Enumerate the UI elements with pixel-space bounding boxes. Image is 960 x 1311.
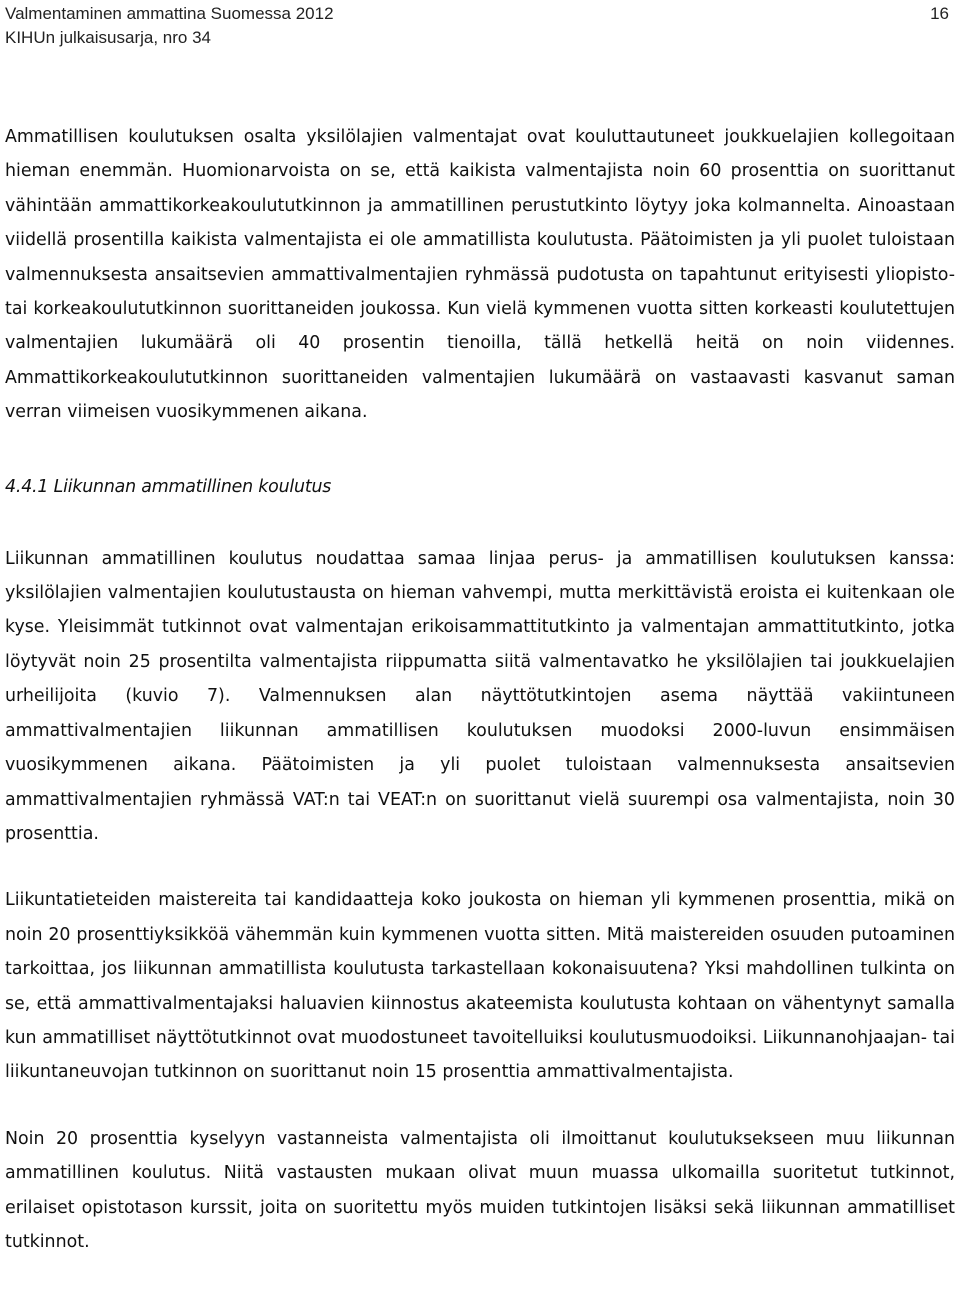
section-heading: 4.4.1 Liikunnan ammatillinen koulutus <box>5 476 332 497</box>
paragraph: Liikunnan ammatillinen koulutus noudattaa samaa linjaa perus- ja ammatillisen koulutuksen kanssa: yksilölajien valmentajien koulutustausta on hieman vahvempi, mutta merkittävistä eroista ei kuitenkaan ole kyse. Yleisimmät tutkinnot ovat valmentajan erikoisammattitutkinto ja valmentajan ammattitutkinto, jotka löytyvät noin 25 prosentilta valmentajista riippumatta siitä valmentavatko he yksilölajien tai joukkuelajien urheilijoita (kuvio 7). Valmennuksen alan näyttötutkintojen asema näyttää vakiintuneen ammattivalmentajien liikunnan ammatillisen koulutuksen muodoksi 2000-luvun ensimmäisen vuosikymmenen aikana. Päätoimisten ja yli puolet tuloistaan valmennuksesta ansaitsevien ammattivalmentajien ryhmässä VAT:n tai VEAT:n on suorittanut vielä suurempi osa valmentajista, noin 30 prosenttia. <box>5 548 955 844</box>
document-body <box>5 120 955 1259</box>
page-number: 16 <box>930 4 949 23</box>
paragraph: Noin 20 prosenttia kyselyyn vastanneista valmentajista oli ilmoittanut koulutuksekseen muu liikunnan ammatillinen koulutus. Niitä vastausten mukaan olivat muun muassa ulkomailla suoritetut tutkinnot, erilaiset opistotason kurssit, joita on suoritettu myös muiden tutkintojen lisäksi sekä liikunnan ammatilliset tutkinnot. <box>5 1128 955 1252</box>
publication-title: Valmentaminen ammattina Suomessa 2012 <box>5 4 334 23</box>
paragraph: Liikuntatieteiden maistereita tai kandidaatteja koko joukosta on hieman yli kymmenen prosenttia, mikä on noin 20 prosenttiyksikköä vähemmän kuin kymmenen vuotta sitten. Mitä maistereiden osuuden putoaminen tarkoittaa, jos liikunnan ammatillista koulutusta tarkastellaan kokonaisuutena? Yksi mahdollinen tulkinta on se, että ammattivalmentajaksi haluavien kiinnostus akateemista koulutusta kohtaan on vähentynyt samalla kun ammatilliset näyttötutkinnot ovat muodostuneet tavoitelluiksi koulutusmuodoiksi. Liikunnanohjaajan- tai liikuntaneuvojan tutkinnon on suorittanut noin 15 prosenttia ammattivalmentajista. <box>5 890 955 1083</box>
page-header <box>5 2 955 50</box>
paragraph: Ammatillisen koulutuksen osalta yksilölajien valmentajat ovat kouluttautuneet joukkuelajien kollegoitaan hieman enemmän. Huomionarvoista on se, että kaikista valmentajista noin 60 prosenttia on suorittanut vähintään ammattikorkeakoulututkinnon ja ammatillinen perustutkinto löytyy joka kolmannelta. Ainoastaan viidellä prosentilla kaikista valmentajista ei ole ammatillista koulutusta. Päätoimisten ja yli puolet tuloistaan valmennuksesta ansaitsevien ammattivalmentajien ryhmässä pudotusta on tapahtunut erityisesti yliopisto- tai korkeakoulututkinnon suorittaneiden joukossa. Kun vielä kymmenen vuotta sitten korkeasti koulutettujen valmentajien lukumäärä oli 40 prosentin tienoilla, tällä hetkellä heitä on noin viidennes. Ammattikorkeakoulututkinnon suorittaneiden valmentajien lukumäärä on vastaavasti kasvanut saman verran viimeisen vuosikymmenen aikana. <box>5 127 955 423</box>
series-info: KIHUn julkaisusarja, nro 34 <box>5 28 211 47</box>
